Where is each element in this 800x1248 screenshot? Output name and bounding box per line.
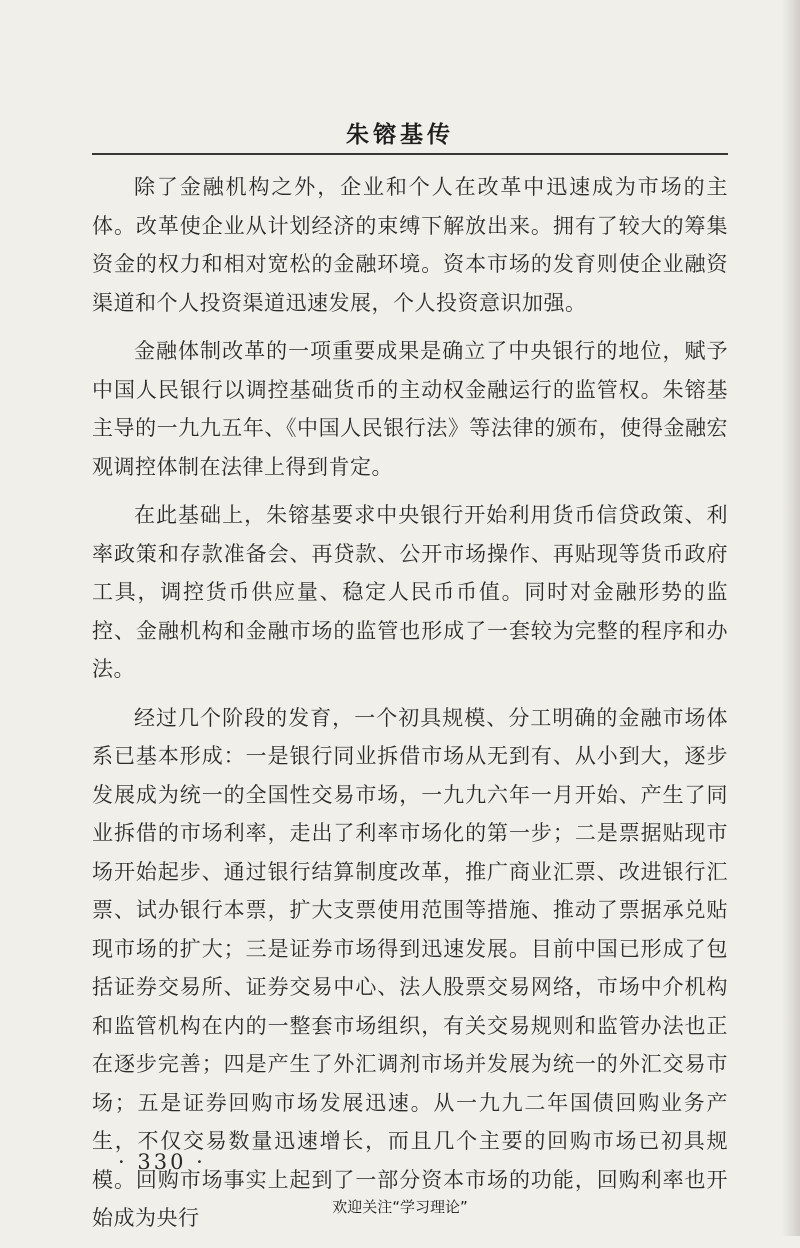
paragraph: 金融体制改革的一项重要成果是确立了中央银行的地位，赋予中国人民银行以调控基础货币的主动权金融运行的监管权。朱镕基主导的一九九五年、《中国人民银行法》等法律的颁布，使得金融宏观调控体制在法律上得到肯定。 (92, 339, 728, 479)
paragraph: 在此基础上，朱镕基要求中央银行开始利用货币信贷政策、利率政策和存款准备会、再贷款、公开市场操作、再贴现等货币政府工具，调控货币供应量、稳定人民币币值。同时对金融形势的监控、金融机构和金融市场的监管也形成了一套较为完整的程序和办法。 (92, 503, 728, 681)
footer-note: 欢迎关注“学习理论” (332, 1198, 468, 1216)
paragraph: 除了金融机构之外，企业和个人在改革中迅速成为市场的主体。改革使企业从计划经济的束缚下解放出来。拥有了较大的筹集资金的权力和相对宽松的金融环境。资本市场的发育则使企业融资渠道和个人投资渠道迅速发展，个人投资意识加强。 (92, 175, 728, 315)
page-number: · 330 · (118, 1150, 206, 1174)
header-rule (92, 153, 728, 155)
running-head-title: 朱镕基传 (346, 121, 454, 148)
page-edge-shadow (782, 0, 800, 1236)
paragraph: 经过几个阶段的发育，一个初具规模、分工明确的金融市场体系已基本形成：一是银行同业拆借市场从无到有、从小到大，逐步发展成为统一的全国性交易市场，一九九六年一月开始、产生了同业拆借的市场利率，走出了利率市场化的第一步；二是票据贴现市场开始起步、通过银行结算制度改革，推广商业汇票、改进银行汇票、试办银行本票，扩大支票使用范围等措施、推动了票据承兑贴现市场的扩大；三是证券市场得到迅速发展。目前中国已形成了包括证券交易所、证券交易中心、法人股票交易网络，市场中介机构和监管机构在内的一整套市场组织，有关交易规则和监管办法也正在逐步完善；四是产生了外汇调剂市场并发展为统一的外汇交易市场；五是证券回购市场发展迅速。从一九九二年国债回购业务产生，不仅交易数量迅速增长，而且几个主要的回购市场已初具规模。回购市场事实上起到了一部分资本市场的功能，回购利率也开始成为央行 (92, 705, 728, 1230)
body-text (92, 168, 728, 1248)
